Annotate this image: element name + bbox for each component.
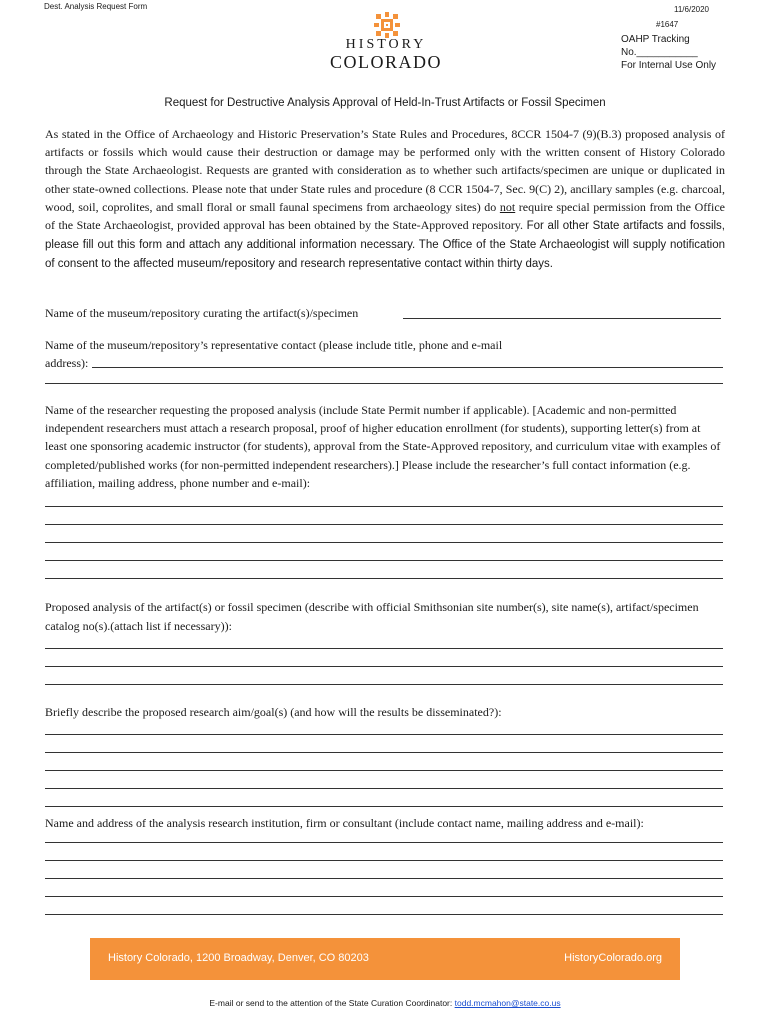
researcher-input-line3[interactable]: [45, 542, 723, 543]
footer-address: History Colorado, 1200 Broadway, Denver, CO 80203: [108, 952, 369, 964]
form-title: Request for Destructive Analysis Approval of Held-In-Trust Artifacts or Fossil Specimen: [164, 97, 606, 109]
researcher-label: Name of the researcher requesting the proposed analysis (include State Permit number if applicable). [Academic and non-permitted independent researchers must attach a research proposal, proof of higher education enrollment (for students), supporting letter(s) from at least one sponsoring academic instructor (for students), approval from the State-Approved repository, and curriculum vitae with examples of completed/published works (for non-permitted independent researchers).] Please include the researcher’s full contact information (e.g. affiliation, mailing address, phone number and e-mail):: [45, 403, 721, 490]
intro-text-part2: require special permission from the Office of the State Archaeologist, provided approval has been obtained by the State-Approved repository.: [45, 199, 726, 233]
footer-website-link[interactable]: HistoryColorado.org: [564, 952, 662, 964]
research-aim-input-line2[interactable]: [45, 752, 723, 753]
institution-input-line5[interactable]: [45, 914, 723, 915]
research-aim-label: Briefly describe the proposed research aim/goal(s) (and how will the results be disseminated?):: [45, 705, 502, 719]
intro-paragraph: [45, 125, 725, 274]
institution-input-line3[interactable]: [45, 878, 723, 879]
institution-input-line4[interactable]: [45, 896, 723, 897]
oahp-tracking-box: [621, 33, 716, 72]
proposed-analysis-input-line2[interactable]: [45, 666, 723, 667]
research-aim-input-line5[interactable]: [45, 806, 723, 807]
footer-bar: [90, 938, 680, 980]
intro-emphasis-not: not: [499, 199, 516, 214]
researcher-input-line1[interactable]: [45, 506, 723, 507]
contact-label-line1: Name of the museum/repository’s representative contact (please include title, phone and e-mail: [45, 338, 503, 352]
contact-input-line2[interactable]: [45, 383, 723, 384]
intro-text-part3: For all other State artifacts and fossils, please fill out this form and attach any additional information necessary. The Office of the State Archaeologist will supply notification of consent to the affected museum/repository and research representative contact within thirty days.: [45, 220, 725, 271]
proposed-analysis-label: Proposed analysis of the artifact(s) or fossil specimen (describe with official Smithsonian site number(s), site name(s), artifact/specimen catalog no(s).(attach list if necessary)):: [45, 600, 699, 633]
researcher-input-line4[interactable]: [45, 560, 723, 561]
researcher-input-line5[interactable]: [45, 578, 723, 579]
museum-name-input[interactable]: [403, 318, 721, 319]
intro-text-part1: As stated in the Office of Archaeology and Historic Preservation’s State Rules and Procedures, 8CCR 1504-7 (9)(B.3) proposed analysis of artifacts or fossils which would cause their destruction or damage may be performed only with the written consent of History Colorado through the State Archaeologist. Requests are granted with consideration as to whether such artifacts/specimen are unique or duplicated in other state-owned collections. Please note that under State rules and procedure (8 CCR 1504-7, Sec. 9(C) 2), ancillary samples (e.g. charcoal, wood, soil, coprolites, and small floral or small faunal specimens from archaeology sites) do: [45, 127, 725, 214]
researcher-input-line2[interactable]: [45, 524, 723, 525]
research-aim-input-line3[interactable]: [45, 770, 723, 771]
institution-input-line1[interactable]: [45, 842, 723, 843]
form-name: Dest. Analysis Request Form: [44, 2, 148, 11]
logo-text-history: HISTORY: [345, 37, 427, 52]
submission-note-text: E-mail or send to the attention of the State Curation Coordinator:: [209, 998, 455, 1008]
institution-label: Name and address of the analysis research institution, firm or consultant (include contact name, mailing address and e-mail):: [45, 816, 644, 830]
proposed-analysis-input-line3[interactable]: [45, 684, 723, 685]
institution-input-line2[interactable]: [45, 860, 723, 861]
form-date: 11/6/2020: [674, 5, 709, 14]
contact-input-line1[interactable]: [92, 367, 723, 368]
proposed-analysis-input-line1[interactable]: [45, 648, 723, 649]
history-colorado-logo: [316, 12, 456, 72]
form-number: #1647: [656, 20, 679, 29]
logo-text-colorado: COLORADO: [329, 52, 442, 72]
research-aim-input-line1[interactable]: [45, 734, 723, 735]
tracking-number-field: No.___________: [621, 47, 698, 58]
sun-emblem-icon: [374, 12, 400, 38]
research-aim-input-line4[interactable]: [45, 788, 723, 789]
curation-coordinator-email-link[interactable]: todd.mcmahon@state.co.us: [454, 998, 561, 1008]
internal-use-label: For Internal Use Only: [621, 60, 717, 71]
tracking-label: OAHP Tracking: [621, 34, 690, 45]
museum-name-label: Name of the museum/repository curating the artifact(s)/specimen: [45, 306, 359, 320]
contact-label-line2: address):: [45, 356, 89, 370]
submission-note: [0, 998, 770, 1008]
